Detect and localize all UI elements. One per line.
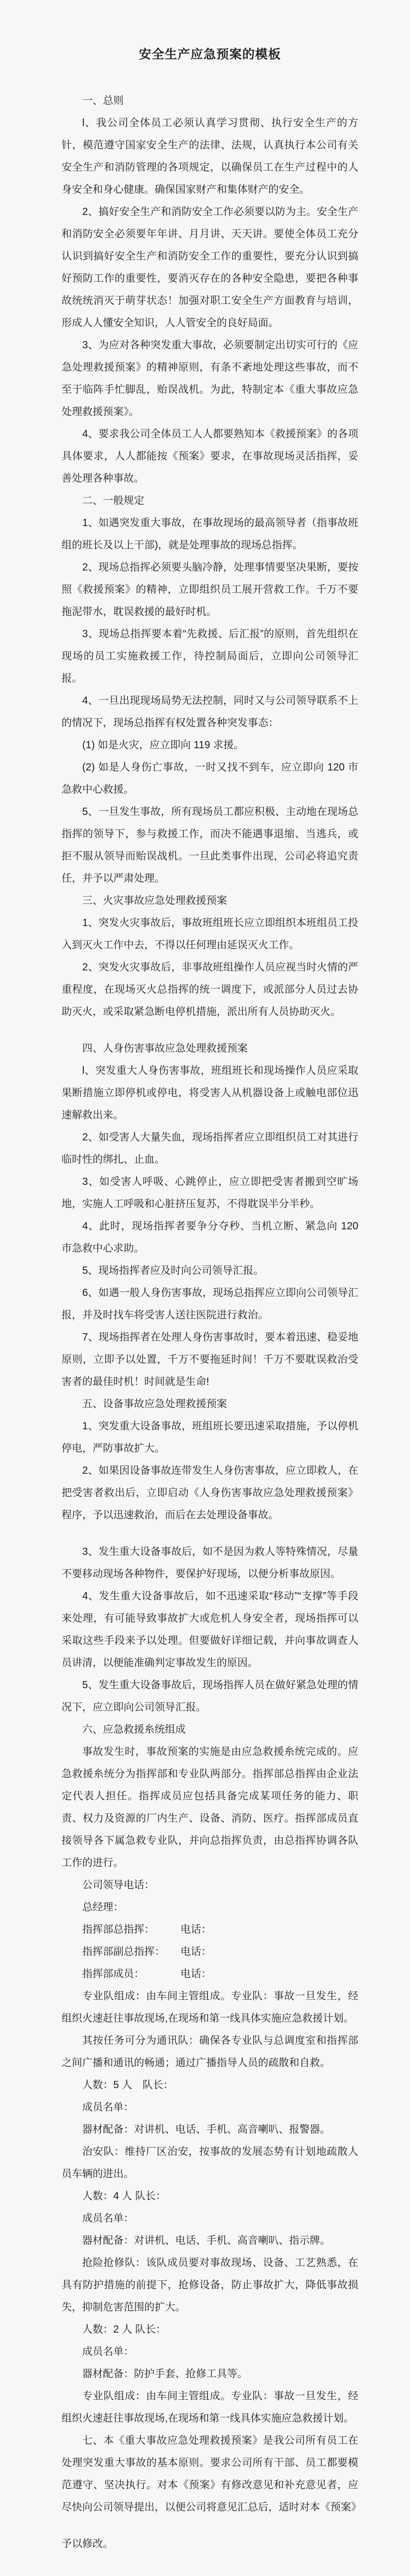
paragraph: 6、如遇一般人身伤害事故，现场总指挥应立即向公司领导汇报，并及时找车将受害人送往医院进行救治。 <box>62 1287 358 1321</box>
paragraph: 指挥部总指挥： 电话： <box>82 1924 211 1935</box>
document-title: 安全生产应急预案的模板 <box>139 48 281 61</box>
section-heading: 四、人身伤害事故应急处理救援预案 <box>82 1043 248 1054</box>
section-heading: 一、总则 <box>82 95 124 106</box>
paragraph: 4、此时，现场指挥者要争分夺秒、当机立断、紧急向 120 市急救中心求助。 <box>62 1221 358 1254</box>
paragraph: 人数：4 人 队长： <box>82 2191 166 2202</box>
paragraph: 4、要求我公司全体员工人人都要熟知本《救援预案》的各项具体要求，人人都能按《预案》要求，在事故现场灵活指挥，妥善处理各种事故。 <box>62 428 358 484</box>
paragraph: 3、为应对各种突发重大事故，必须要制定出切实可行的《应急处理救援预案》的精神原则，有条不紊地处理这些事故，而不至于临阵手忙脚乱，贻误战机。为此，特制定本《重大事故应急处理救援预案》。 <box>62 340 358 418</box>
paragraph: 器材配备：对讲机、电话、手机、高音喇叭、报警器。 <box>82 2124 330 2135</box>
paragraph: 2、如受害人大量失血，现场指挥者应立即组织员工对其进行临时性的绑扎、止血。 <box>62 1132 358 1165</box>
paragraph: 3、发生重大设备事故后，如不是因为救人等特殊情况，尽量不要移动现场各种物件，要保护好现场，以便分析事故原因。 <box>62 1546 358 1580</box>
paragraph: 专业队组成：由车间主管组成。专业队：事故一旦发生，经组织火速赶往事故现场,在现场和第一线具体实施应急救援计划。 <box>62 1991 358 2024</box>
paragraph: 成员名单： <box>82 2346 134 2357</box>
paragraph: 1、突发重大设备事故，班组班长要迅速采取措施，予以停机停电，严防事故扩大。 <box>62 1421 358 1454</box>
paragraph: 指挥部副总指挥： 电话： <box>82 1946 211 1957</box>
paragraph: 其按任务可分为通讯队：确保各专业队与总调度室和指挥部之间广播和通讯的畅通；通过广播指导人员的疏散和自救。 <box>62 2035 358 2069</box>
paragraph: 1、突发火灾事故后，事故班组班长应立即组织本班组员工投入到灭火工作中去，不得以任何理由延误灭火工作。 <box>62 917 358 951</box>
paragraph: 1、如遇突发重大事故，在事故现场的最高领导者（指事故班组的班长及以上干部)，就是处理事故的现场总指挥。 <box>62 517 358 551</box>
paragraph: 人数：5 人 队长： <box>82 2079 174 2091</box>
paragraph: 抢险抢修队：该队成员要对事故现场、设备、工艺熟悉，在具有防护措施的前提下，抢修设备，防止事故扩大，降低事故损失，抑制危害范围的扩大。 <box>62 2257 358 2313</box>
paragraph: 七、本《重大事故应急处理救援预案》是我公司所有员工在处理突发重大事故的基本原则。要求公司所有干部、员工都要模范遵守、坚决执行。对本《预案》有修改意见和补充意见者，应尽快向公司领导提出，以便公司将意见汇总后，适时对本《预案》 <box>62 2435 361 2513</box>
paragraph: (1) 如是火灾，应立即向 119 求援。 <box>82 739 244 751</box>
paragraph: (2) 如是人身伤亡事故，一时又找不到车，应立即向 120 市急救中心救援。 <box>62 762 358 795</box>
section-heading: 二、一般规定 <box>82 495 144 506</box>
paragraph: 专业队组成：由车间主管组成。专业队：事故一旦发生，经组织火速赶往事故现场,在现场和第一线具体实施应急救援计划。 <box>62 2390 358 2424</box>
paragraph: 5、发生重大设备事故后，现场指挥人员在做好紧急处理的情况下，应立即向公司领导汇报。 <box>62 1679 358 1713</box>
paragraph: 总经理： <box>82 1902 124 1913</box>
paragraph: 指挥部成员： 电话： <box>82 1968 211 1980</box>
paragraph: l、我公司全体员工必须认真学习贯彻、执行安全生产的方针，模范遵守国家安全生产的法律、法规，认真执行本公司有关安全生产和消防管理的各项规定，以确保员工在生产过程中的人身安全和身心健康。确保国家财产和集体财产的安全。 <box>62 117 358 195</box>
paragraph: 5、一旦发生事故，所有现场员工都应积极、主动地在现场总指挥的领导下，参与救援工作，而决不能遇事退缩、当逃兵，或拒不服从领导而贻误战机。一旦此类事件出现，公司必将追究责任，并予以严肃处理。 <box>62 806 358 884</box>
paragraph: 予以修改。 <box>62 2538 113 2550</box>
document-body <box>62 90 361 2555</box>
paragraph: 3、现场总指挥要本着“先救援、后汇报”的原则，首先组织在现场的员工实施救援工作，待控制局面后，立即向公司领导汇报。 <box>62 628 358 684</box>
paragraph: 公司领导电话： <box>82 1879 155 1891</box>
paragraph: 成员名单： <box>82 2213 134 2224</box>
paragraph: 2、搞好安全生产和消防安全工作必须要以防为主。安全生产和消防安全必须要年年讲、月月讲、天天讲。要使全体员工充分认识到搞好安全生产和消防安全工作的重要性，要充分认识到搞好预防工作的重要性，要消灭存在的各种安全隐患，要把各种事故统统消灭于萌芽状态！加强对职工安全生产方面教育与培训，形成人人懂安全知识，人人管安全的良好局面。 <box>62 206 358 329</box>
section-heading: 六、应急救援糸统组成 <box>82 1724 186 1735</box>
paragraph: 器材配备：防护手套、抢修工具等。 <box>82 2368 248 2380</box>
paragraph: 2、现场总指挥必须要头脑冷静，处理事情要坚决果断，要按照《救援预案》的精神，立即组织员工展开营救工作。千万不要拖泥带水，耽误救援的最好时机。 <box>62 562 358 618</box>
paragraph: 3、如受害人呼吸、心跳停止，应立即把受害者搬到空旷场地，实施人工呼吸和心脏挤压复苏，不得耽误半分半秒。 <box>62 1176 358 1210</box>
paragraph: 7、现场指挥者在处理人身伤害事故时，要本着迅速、稳妥地原则，立即予以处置，千万不要拖延时间！千万不要耽误救治受害者的最佳时机！时间就是生命! <box>62 1332 358 1387</box>
paragraph: 2、如果因设备事故连带发生人身伤害事故，应立即救人，在把受害者救出后，立即启动《人身伤害事故应急处理救援预案》程序，予以迅速救治，而后在去处理设备事故。 <box>62 1465 358 1521</box>
paragraph: 器材配备：对讲机、电话、手机、高音喇叭、指示牌。 <box>82 2235 330 2246</box>
paragraph: 5、现场指挥者应及时向公司领导汇报。 <box>82 1265 264 1276</box>
paragraph: l、突发重大人身伤害事故，班组班长和现场操作人员应采取果断措施立即停机或停电，将受害人从机器设备上或触电部位迅速解救出来。 <box>62 1065 358 1121</box>
paragraph: 成员名单： <box>82 2102 134 2113</box>
paragraph: 人数：2 人 队长： <box>82 2324 166 2335</box>
paragraph: 治安队：维持厂区治安，按事故的发展态势有计划地疏散人员车辆的进出。 <box>62 2146 358 2180</box>
section-heading: 五、设备事故应急处理救援预案 <box>82 1398 227 1410</box>
paragraph: 4、一旦出现现场局势无法控制，同时又与公司领导联系不上的情况下，现场总指挥有权处置各种突发事态： <box>62 695 358 729</box>
paragraph: 4、发生重大设备事故后，如不迅速采取“移动”“支撑”等手段来处理，有可能导致事故扩大或危机人身安全者，现场指挥可以采取这些手段来予以处理。但要做好详细记载，并向事故调查人员讲清，以便能准确判定事故发生的原因。 <box>62 1591 358 1669</box>
paragraph: 2、突发火灾事故后，非事故班组操作人员应视当时火情的严重程度，在现场灭火总指挥的统一调度下，或派部分人员过去协助灭火，或采取紧急断电停机措施，派出所有人员协助灭火。 <box>62 962 358 1017</box>
section-heading: 三、火灾事故应急处理救援预案 <box>82 895 227 906</box>
paragraph: 事故发生时，事故预案的实施是由应急救援糸统完成的。应急救援糸统分为指挥部和专业队两部分。指挥部总指挥由企业法定代表人担任。指挥成员应包括具备完成某项任务的能力、职责、权力及资源的厂内生产、设备、消防、医疗。指挥部成员直接领导各下属急救专业队，并向总指挥负责，由总指挥协调各队工作的进行。 <box>62 1746 358 1869</box>
